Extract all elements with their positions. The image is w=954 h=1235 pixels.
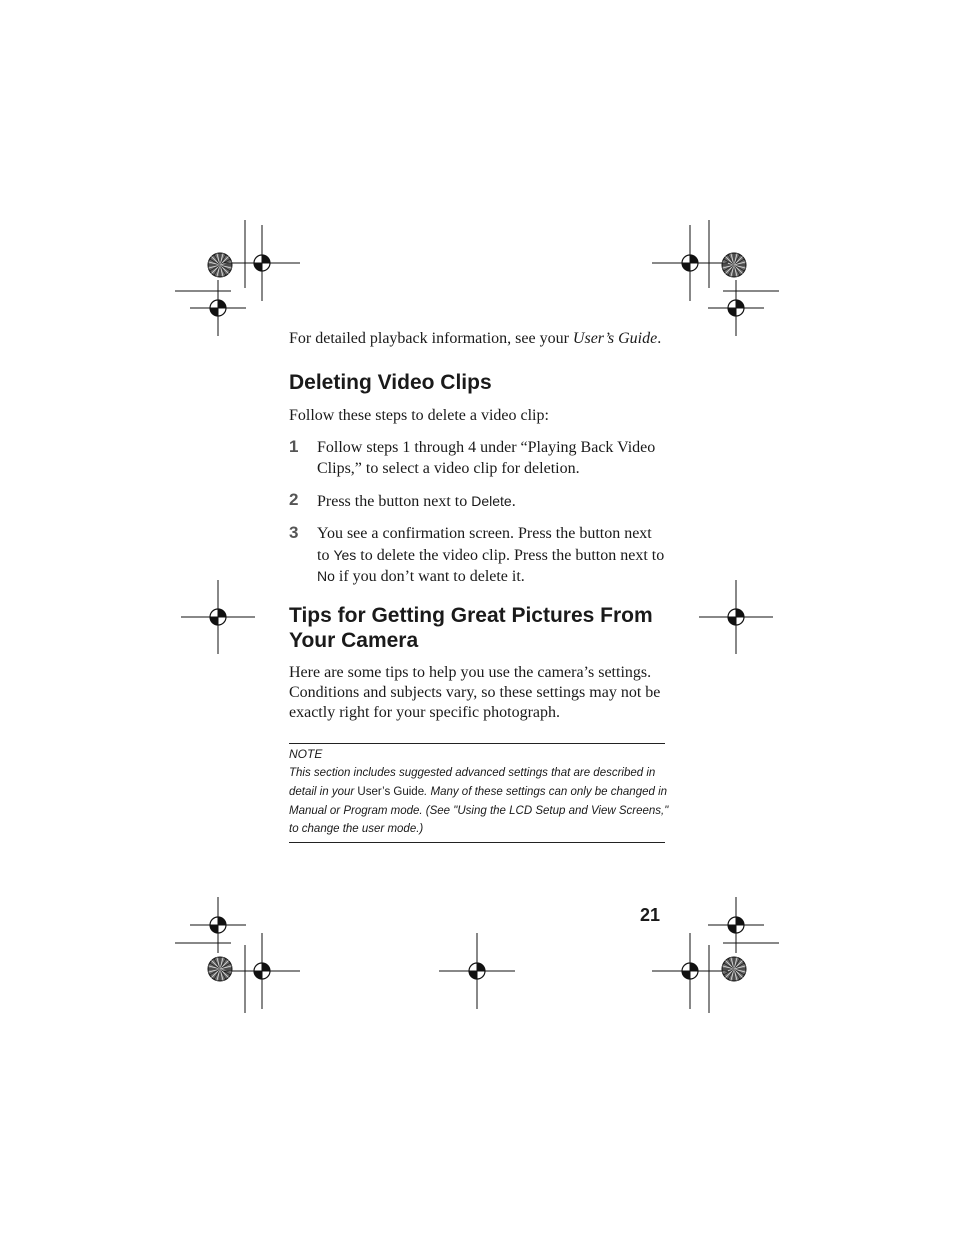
no-option-label: No bbox=[317, 568, 335, 584]
tips-paragraph: Here are some tips to help you use the camera’s settings. Conditions and subjects vary, so these settings may not be exactly right for your specific photograph. bbox=[289, 664, 661, 721]
lead-paragraph: Follow these steps to delete a video clip: bbox=[289, 407, 549, 424]
heading-deleting-video-clips: Deleting Video Clips bbox=[289, 371, 492, 394]
note-top-rule bbox=[289, 743, 665, 744]
intro-paragraph: For detailed playback information, see your User’s Guide. bbox=[289, 330, 662, 347]
registration-target bbox=[439, 933, 515, 1009]
color-registration-starburst bbox=[208, 957, 232, 981]
registration-target bbox=[190, 280, 246, 336]
color-registration-starburst bbox=[722, 957, 746, 981]
heading-tips: Tips for Getting Great Pictures From Your Camera bbox=[289, 604, 653, 652]
step-number: 3 bbox=[289, 523, 299, 542]
note-body: This section includes suggested advanced settings that are described in detail in your User’s Guide. Many of these settings can only be changed in Manual or Program mode. (See "Using the LCD Setup and View Screens," to change the user mode.) bbox=[289, 767, 669, 836]
step-number: 2 bbox=[289, 490, 299, 509]
color-registration-starburst bbox=[208, 253, 232, 277]
note-label: NOTE bbox=[289, 747, 323, 761]
step-number: 1 bbox=[289, 437, 299, 456]
registration-target bbox=[708, 897, 764, 953]
registration-target bbox=[224, 225, 300, 301]
registration-target bbox=[652, 933, 728, 1009]
registration-target bbox=[224, 933, 300, 1009]
step-text: You see a confirmation screen. Press the button next to Yes to delete the video clip. Press the button next to No if you don’t want to delete it. bbox=[317, 525, 665, 585]
color-registration-starburst bbox=[722, 253, 746, 277]
registration-target bbox=[190, 897, 246, 953]
registration-target bbox=[652, 225, 728, 301]
users-guide-ref: User’s Guide bbox=[357, 785, 425, 798]
note-bottom-rule bbox=[289, 842, 665, 843]
registration-target bbox=[708, 280, 764, 336]
yes-option-label: Yes bbox=[333, 546, 357, 563]
registration-target bbox=[699, 580, 773, 654]
step-text: Press the button next to Delete. bbox=[317, 493, 516, 510]
step-text: Follow steps 1 through 4 under “Playing Back Video Clips,” to select a video clip for deletion. bbox=[317, 439, 656, 477]
users-guide-ref: User’s Guide bbox=[572, 330, 658, 347]
page-number: 21 bbox=[640, 905, 661, 925]
registration-target bbox=[181, 580, 255, 654]
delete-option-label: Delete bbox=[471, 493, 512, 509]
